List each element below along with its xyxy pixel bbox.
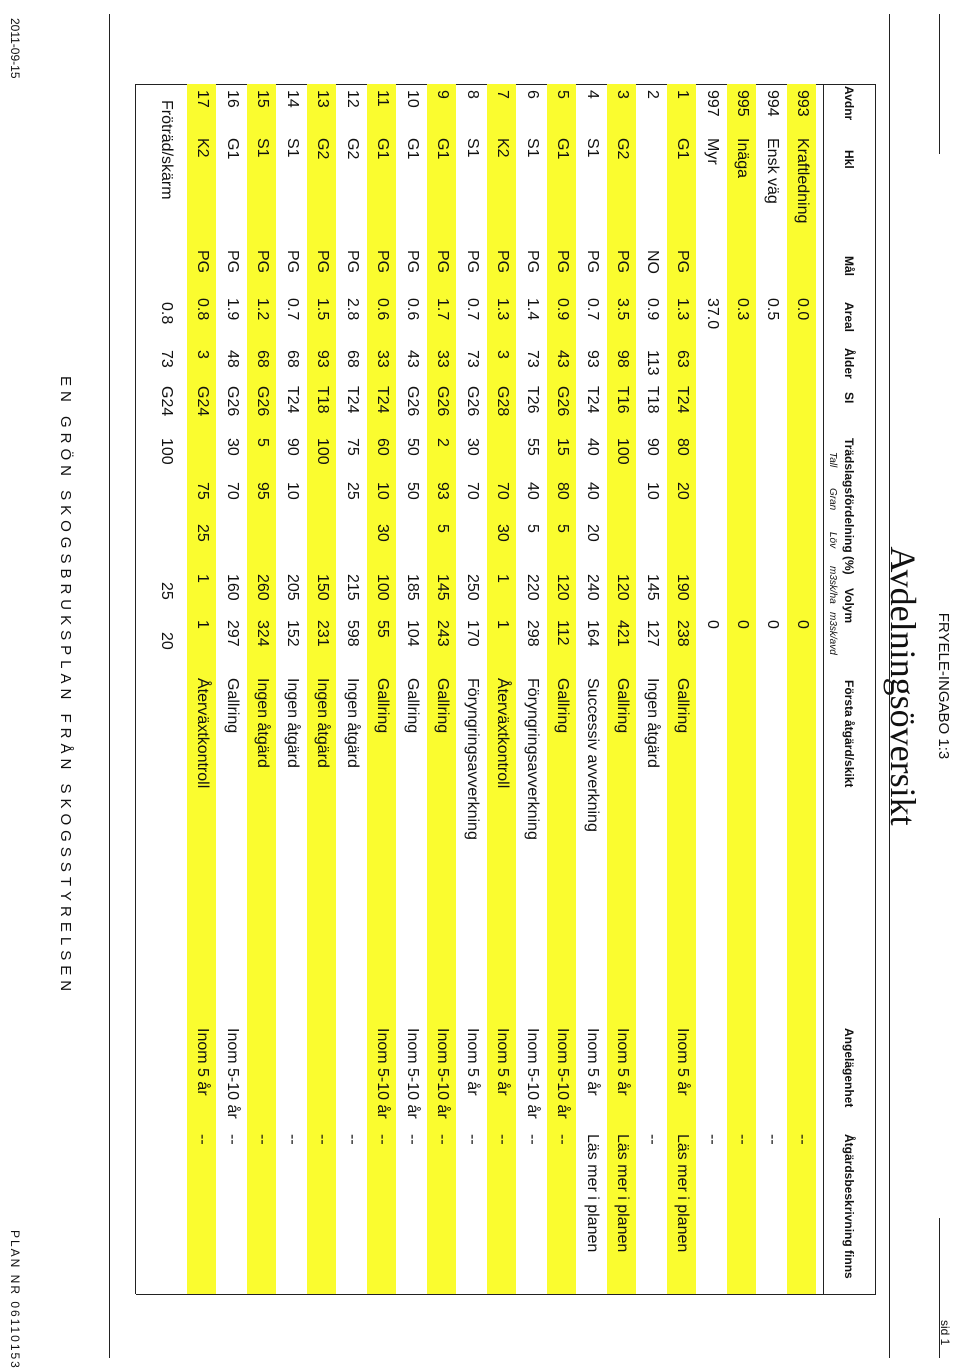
cell-areal: 0.9 bbox=[644, 298, 661, 321]
cell-tall: 30 bbox=[224, 438, 241, 456]
cell-lov: 30 bbox=[374, 524, 391, 542]
cell-mal: PG bbox=[554, 250, 571, 274]
cell-angelagenhet: Inom 5 år bbox=[194, 1028, 211, 1096]
col-atgard: Första åtgärd/skikt bbox=[842, 680, 856, 788]
cell-beskrivning: Läs mer i planen bbox=[614, 1134, 631, 1253]
cell-beskrivning: -- bbox=[224, 1134, 241, 1145]
cell-beskrivning: Läs mer i planen bbox=[674, 1134, 691, 1253]
cell-lov: 5 bbox=[554, 524, 571, 533]
cell-areal: 0.3 bbox=[734, 298, 751, 321]
cell-si: G28 bbox=[494, 386, 511, 417]
cell-areal: 1.5 bbox=[314, 298, 331, 321]
frotrad-label: Fröträd/skärm bbox=[158, 100, 175, 200]
cell-lov: 20 bbox=[584, 524, 601, 542]
cell-gran: 20 bbox=[674, 482, 691, 500]
cell-areal: 0.6 bbox=[374, 298, 391, 321]
cell-si: T18 bbox=[314, 386, 331, 414]
cell-beskrivning: -- bbox=[254, 1134, 271, 1145]
cell-avdnr: 994 bbox=[764, 90, 781, 117]
cell-avdnr: 10 bbox=[404, 90, 421, 108]
cell-mal: PG bbox=[254, 250, 271, 274]
frotrad-tall: 100 bbox=[158, 438, 175, 465]
cell-m3skavd: 127 bbox=[644, 620, 661, 647]
cell-hkl: S1 bbox=[254, 138, 271, 158]
cell-alder: 68 bbox=[344, 350, 361, 368]
cell-areal: 1.3 bbox=[494, 298, 511, 321]
table-row bbox=[337, 84, 366, 1294]
cell-hkl: G1 bbox=[374, 138, 391, 160]
col-tradslag: Trädslagsfördelning (%) bbox=[842, 438, 856, 575]
cell-m3skha: 1 bbox=[194, 574, 211, 583]
table-row bbox=[607, 84, 636, 1294]
footer-date: 2011-09-15 bbox=[8, 18, 22, 79]
cell-atgard: Återväxtkontroll bbox=[194, 678, 211, 789]
cell-si: T18 bbox=[644, 386, 661, 414]
cell-m3skha: 215 bbox=[344, 574, 361, 601]
cell-areal: 0.8 bbox=[194, 298, 211, 321]
cell-beskrivning: -- bbox=[464, 1134, 481, 1145]
table-row bbox=[517, 84, 546, 1294]
cell-alder: 73 bbox=[464, 350, 481, 368]
cell-areal: 0.7 bbox=[584, 298, 601, 321]
col-tall: Tall bbox=[827, 452, 838, 468]
cell-mal: PG bbox=[464, 250, 481, 274]
cell-areal: 0.9 bbox=[554, 298, 571, 321]
cell-atgard: Gallring bbox=[224, 678, 241, 734]
cell-m3skha: 1 bbox=[494, 574, 511, 583]
cell-beskrivning: -- bbox=[374, 1134, 391, 1145]
cell-si: T24 bbox=[674, 386, 691, 414]
cell-mal: NO bbox=[644, 250, 661, 274]
cell-si: T26 bbox=[524, 386, 541, 414]
cell-areal: 1.4 bbox=[524, 298, 541, 321]
cell-beskrivning: -- bbox=[734, 1134, 751, 1145]
cell-m3skha: 145 bbox=[434, 574, 451, 601]
cell-m3skavd: 152 bbox=[284, 620, 301, 647]
cell-angelagenhet: Inom 5 år bbox=[584, 1028, 601, 1096]
cell-m3skavd: 598 bbox=[344, 620, 361, 647]
cell-alder: 68 bbox=[254, 350, 271, 368]
cell-m3skha: 205 bbox=[284, 574, 301, 601]
cell-mal: PG bbox=[224, 250, 241, 274]
cell-m3skavd: 0 bbox=[704, 620, 721, 629]
cell-m3skha: 185 bbox=[404, 574, 421, 601]
cell-alder: 48 bbox=[224, 350, 241, 368]
cell-lov: 30 bbox=[494, 524, 511, 542]
cell-m3skavd: 104 bbox=[404, 620, 421, 647]
cell-atgard: Ingen åtgärd bbox=[284, 678, 301, 768]
cell-alder: 43 bbox=[404, 350, 421, 368]
cell-beskrivning: -- bbox=[314, 1134, 331, 1145]
cell-alder: 93 bbox=[584, 350, 601, 368]
cell-beskrivning: -- bbox=[764, 1134, 781, 1145]
cell-beskrivning: -- bbox=[704, 1134, 721, 1145]
col-areal: Areal bbox=[842, 302, 856, 333]
title-rule-left bbox=[939, 14, 940, 154]
cell-tall: 100 bbox=[314, 438, 331, 465]
cell-m3skha: 260 bbox=[254, 574, 271, 601]
cell-m3skavd: 112 bbox=[554, 620, 571, 646]
cell-hkl: G1 bbox=[554, 138, 571, 160]
frotrad-m3skavd: 20 bbox=[158, 632, 175, 650]
cell-alder: 73 bbox=[524, 350, 541, 368]
cell-m3skavd: 0 bbox=[794, 620, 811, 629]
cell-beskrivning: -- bbox=[524, 1134, 541, 1145]
cell-m3skavd: 0 bbox=[734, 620, 751, 629]
cell-angelagenhet: Inom 5 år bbox=[464, 1028, 481, 1096]
cell-gran: 95 bbox=[254, 482, 271, 500]
cell-tall: 75 bbox=[344, 438, 361, 456]
cell-mal: PG bbox=[314, 250, 331, 274]
cell-alder: 33 bbox=[374, 350, 391, 368]
cell-atgard: Gallring bbox=[554, 678, 571, 734]
cell-m3skavd: 238 bbox=[674, 620, 691, 647]
cell-tall: 5 bbox=[254, 438, 271, 447]
cell-si: T24 bbox=[284, 386, 301, 414]
cell-areal: 2.8 bbox=[344, 298, 361, 321]
cell-gran: 80 bbox=[554, 482, 571, 500]
cell-m3skavd: 1 bbox=[194, 620, 211, 629]
cell-avdnr: 5 bbox=[554, 90, 571, 99]
cell-tall: 55 bbox=[524, 438, 541, 456]
cell-gran: 70 bbox=[464, 482, 481, 500]
cell-avdnr: 17 bbox=[194, 90, 211, 108]
col-beskrivning: Åtgärdsbeskrivning finns bbox=[842, 1134, 856, 1279]
title-rule-right bbox=[939, 1218, 940, 1358]
cell-areal: 0.0 bbox=[794, 298, 811, 321]
cell-angelagenhet: Inom 5-10 år bbox=[434, 1028, 451, 1119]
cell-m3skavd: 55 bbox=[374, 620, 391, 638]
cell-si: G26 bbox=[464, 386, 481, 417]
cell-m3skha: 250 bbox=[464, 574, 481, 601]
cell-m3skha: 145 bbox=[644, 574, 661, 601]
cell-avdnr: 7 bbox=[494, 90, 511, 99]
cell-si: G26 bbox=[554, 386, 571, 417]
cell-areal: 0.5 bbox=[764, 298, 781, 321]
page-number: sid 1 bbox=[938, 1320, 952, 1346]
table-row bbox=[727, 84, 756, 1294]
cell-alder: 93 bbox=[314, 350, 331, 368]
cell-gran: 25 bbox=[344, 482, 361, 500]
table-row bbox=[367, 84, 396, 1294]
cell-hkl: G2 bbox=[614, 138, 631, 160]
cell-avdnr: 14 bbox=[284, 90, 301, 108]
cell-angelagenhet: Inom 5 år bbox=[614, 1028, 631, 1096]
cell-m3skavd: 297 bbox=[224, 620, 241, 647]
cell-gran: 70 bbox=[224, 482, 241, 500]
col-avdnr: Avdnr bbox=[842, 86, 856, 121]
cell-m3skha: 150 bbox=[314, 574, 331, 601]
table-row bbox=[547, 84, 576, 1294]
cell-si: G26 bbox=[404, 386, 421, 417]
table-row bbox=[487, 84, 516, 1294]
cell-beskrivning: -- bbox=[404, 1134, 421, 1145]
cell-areal: 0.6 bbox=[404, 298, 421, 321]
cell-hkl: G2 bbox=[314, 138, 331, 160]
table-row bbox=[187, 84, 216, 1294]
table-row bbox=[307, 84, 336, 1294]
cell-areal: 1.9 bbox=[224, 298, 241, 321]
table-row bbox=[397, 84, 426, 1294]
cell-atgard: Gallring bbox=[404, 678, 421, 734]
cell-m3skavd: 298 bbox=[524, 620, 541, 647]
table-border-right bbox=[136, 1294, 876, 1295]
cell-tall: 100 bbox=[614, 438, 631, 465]
cell-beskrivning: Läs mer i planen bbox=[584, 1134, 601, 1253]
cell-tall: 50 bbox=[404, 438, 421, 456]
cell-si: T24 bbox=[584, 386, 601, 414]
cell-atgard: Ingen åtgärd bbox=[344, 678, 361, 768]
cell-alder: 68 bbox=[284, 350, 301, 368]
col-mal: Mål bbox=[842, 256, 856, 277]
cell-hkl: Ensk väg bbox=[764, 138, 781, 204]
cell-beskrivning: -- bbox=[494, 1134, 511, 1145]
cell-hkl: Inäga bbox=[734, 138, 751, 179]
cell-gran: 40 bbox=[584, 482, 601, 500]
cell-mal: PG bbox=[374, 250, 391, 274]
cell-avdnr: 15 bbox=[254, 90, 271, 108]
cell-mal: PG bbox=[584, 250, 601, 274]
cell-hkl: S1 bbox=[584, 138, 601, 158]
table-row bbox=[757, 84, 786, 1294]
table-row bbox=[577, 84, 606, 1294]
cell-avdnr: 993 bbox=[794, 90, 811, 117]
cell-areal: 0.7 bbox=[464, 298, 481, 321]
cell-m3skavd: 170 bbox=[464, 620, 481, 647]
frotrad-m3skha: 25 bbox=[158, 582, 175, 600]
cell-tall: 40 bbox=[584, 438, 601, 456]
cell-tall: 90 bbox=[284, 438, 301, 456]
cell-lov: 5 bbox=[434, 524, 451, 533]
table-row-frotrad bbox=[151, 84, 180, 1294]
cell-areal: 3.5 bbox=[614, 298, 631, 321]
cell-avdnr: 13 bbox=[314, 90, 331, 108]
cell-atgard: Gallring bbox=[434, 678, 451, 734]
cell-alder: 3 bbox=[494, 350, 511, 359]
frotrad-areal: 0.8 bbox=[158, 302, 175, 325]
cell-si: G24 bbox=[194, 386, 211, 417]
cell-m3skavd: 164 bbox=[584, 620, 601, 647]
cell-alder: 33 bbox=[434, 350, 451, 368]
frotrad-alder: 73 bbox=[158, 350, 175, 368]
cell-hkl: Myr bbox=[704, 138, 721, 165]
cell-si: G26 bbox=[434, 386, 451, 417]
cell-m3skha: 120 bbox=[554, 574, 571, 601]
table-row bbox=[637, 84, 666, 1294]
cell-mal: PG bbox=[494, 250, 511, 274]
cell-beskrivning: -- bbox=[434, 1134, 451, 1145]
cell-angelagenhet: Inom 5-10 år bbox=[224, 1028, 241, 1119]
cell-avdnr: 11 bbox=[374, 90, 391, 107]
col-gran: Gran bbox=[827, 488, 838, 511]
cell-hkl: G2 bbox=[344, 138, 361, 160]
cell-atgard: Successiv avverkning bbox=[584, 678, 601, 832]
frotrad-si: G24 bbox=[158, 386, 175, 417]
cell-m3skha: 240 bbox=[584, 574, 601, 601]
cell-m3skha: 190 bbox=[674, 574, 691, 601]
cell-si: G26 bbox=[254, 386, 271, 417]
footer-slogan: EN GRÖN SKOGSBRUKSPLAN FRÅN SKOGSSTYRELSEN bbox=[57, 375, 74, 997]
cell-mal: PG bbox=[524, 250, 541, 274]
cell-avdnr: 16 bbox=[224, 90, 241, 108]
cell-mal: PG bbox=[404, 250, 421, 274]
cell-beskrivning: -- bbox=[344, 1134, 361, 1145]
table-row bbox=[427, 84, 456, 1294]
cell-angelagenhet: Inom 5 år bbox=[674, 1028, 691, 1096]
cell-atgard: Återväxtkontroll bbox=[494, 678, 511, 789]
cell-beskrivning: -- bbox=[794, 1134, 811, 1145]
cell-tall: 60 bbox=[374, 438, 391, 456]
cell-mal: PG bbox=[284, 250, 301, 274]
cell-hkl: G1 bbox=[224, 138, 241, 160]
cell-tall: 15 bbox=[554, 438, 571, 456]
footer-rule bbox=[109, 14, 110, 1358]
cell-beskrivning: -- bbox=[644, 1134, 661, 1145]
cell-m3skha: 220 bbox=[524, 574, 541, 601]
col-hkl: Hkl bbox=[842, 150, 856, 169]
table-row bbox=[217, 84, 246, 1294]
cell-m3skha: 120 bbox=[614, 574, 631, 601]
col-m3skha: m3sk/ha bbox=[827, 566, 838, 604]
cell-avdnr: 8 bbox=[464, 90, 481, 99]
cell-atgard: Gallring bbox=[674, 678, 691, 734]
cell-m3skavd: 421 bbox=[614, 620, 631, 647]
cell-areal: 1.7 bbox=[434, 298, 451, 321]
cell-gran: 75 bbox=[194, 482, 211, 500]
cell-si: G26 bbox=[224, 386, 241, 417]
cell-avdnr: 997 bbox=[704, 90, 721, 117]
cell-lov: 5 bbox=[524, 524, 541, 533]
table-row bbox=[247, 84, 276, 1294]
header-rule-top bbox=[889, 14, 890, 1358]
cell-m3skavd: 0 bbox=[764, 620, 781, 629]
col-angelagenhet: Angelägenhet bbox=[842, 1028, 856, 1108]
cell-hkl: S1 bbox=[284, 138, 301, 158]
cell-hkl: K2 bbox=[494, 138, 511, 158]
cell-tall: 90 bbox=[644, 438, 661, 456]
cell-areal: 0.7 bbox=[284, 298, 301, 321]
cell-m3skha: 160 bbox=[224, 574, 241, 601]
cell-alder: 63 bbox=[674, 350, 691, 368]
col-lov: Löv bbox=[827, 532, 838, 549]
cell-mal: PG bbox=[194, 250, 211, 274]
cell-atgard: Ingen åtgärd bbox=[314, 678, 331, 768]
table-row bbox=[457, 84, 486, 1294]
cell-alder: 3 bbox=[194, 350, 211, 359]
cell-avdnr: 12 bbox=[344, 90, 361, 108]
cell-atgard: Ingen åtgärd bbox=[644, 678, 661, 768]
cell-m3skavd: 1 bbox=[494, 620, 511, 629]
cell-mal: PG bbox=[434, 250, 451, 274]
cell-angelagenhet: Inom 5-10 år bbox=[554, 1028, 571, 1119]
cell-mal: PG bbox=[344, 250, 361, 274]
col-alder: Ålder bbox=[842, 348, 856, 379]
cell-mal: PG bbox=[674, 250, 691, 274]
cell-m3skavd: 324 bbox=[254, 620, 271, 647]
table-row bbox=[787, 84, 816, 1294]
cell-gran: 40 bbox=[524, 482, 541, 500]
cell-atgard: Gallring bbox=[614, 678, 631, 734]
table-row bbox=[667, 84, 696, 1294]
cell-hkl: S1 bbox=[524, 138, 541, 158]
cell-beskrivning: -- bbox=[554, 1134, 571, 1145]
cell-hkl: S1 bbox=[464, 138, 481, 158]
cell-avdnr: 4 bbox=[584, 90, 601, 99]
col-si: SI bbox=[842, 392, 856, 404]
cell-beskrivning: -- bbox=[284, 1134, 301, 1145]
cell-gran: 10 bbox=[284, 482, 301, 500]
cell-mal: PG bbox=[614, 250, 631, 274]
col-volym: Volym bbox=[842, 588, 856, 624]
table-border-top bbox=[875, 84, 876, 1294]
footer-plan-number: PLAN NR 06110153 bbox=[8, 1230, 22, 1370]
cell-atgard: Föryngringsavverkning bbox=[524, 678, 541, 840]
cell-m3skha: 100 bbox=[374, 574, 391, 601]
table-border-bottom bbox=[135, 84, 136, 1294]
cell-angelagenhet: Inom 5-10 år bbox=[524, 1028, 541, 1119]
cell-avdnr: 3 bbox=[614, 90, 631, 99]
cell-areal: 1.2 bbox=[254, 298, 271, 321]
cell-gran: 50 bbox=[404, 482, 421, 500]
cell-angelagenhet: Inom 5-10 år bbox=[404, 1028, 421, 1119]
cell-alder: 43 bbox=[554, 350, 571, 368]
property-name: FRYELE-INGABO 1:3 bbox=[935, 612, 952, 760]
cell-avdnr: 1 bbox=[674, 90, 691, 99]
cell-areal: 1.3 bbox=[674, 298, 691, 321]
cell-gran: 10 bbox=[644, 482, 661, 500]
table-row bbox=[697, 84, 726, 1294]
col-m3skavd: m3sk/avd bbox=[827, 612, 838, 655]
cell-tall: 80 bbox=[674, 438, 691, 456]
cell-hkl: G1 bbox=[674, 138, 691, 160]
cell-si: T16 bbox=[614, 386, 631, 414]
cell-atgard: Föryngringsavverkning bbox=[464, 678, 481, 840]
cell-avdnr: 995 bbox=[734, 90, 751, 117]
cell-hkl: Kraftledning bbox=[794, 138, 811, 224]
cell-m3skavd: 231 bbox=[314, 620, 331, 647]
cell-areal: 37.0 bbox=[704, 298, 721, 330]
cell-hkl: G1 bbox=[404, 138, 421, 160]
cell-tall: 30 bbox=[464, 438, 481, 456]
table-row bbox=[277, 84, 306, 1294]
cell-si: T24 bbox=[344, 386, 361, 414]
page-title: Avdelningsöversikt bbox=[883, 546, 923, 826]
cell-avdnr: 9 bbox=[434, 90, 451, 99]
cell-atgard: Gallring bbox=[374, 678, 391, 734]
cell-m3skavd: 243 bbox=[434, 620, 451, 647]
cell-atgard: Ingen åtgärd bbox=[254, 678, 271, 768]
cell-gran: 10 bbox=[374, 482, 391, 500]
cell-lov: 25 bbox=[194, 524, 211, 542]
cell-angelagenhet: Inom 5-10 år bbox=[374, 1028, 391, 1119]
cell-alder: 98 bbox=[614, 350, 631, 368]
cell-avdnr: 2 bbox=[644, 90, 661, 99]
cell-gran: 70 bbox=[494, 482, 511, 500]
cell-hkl: K2 bbox=[194, 138, 211, 158]
cell-beskrivning: -- bbox=[194, 1134, 211, 1145]
cell-gran: 93 bbox=[434, 482, 451, 500]
header-rule-bottom bbox=[823, 84, 824, 1294]
cell-alder: 113 bbox=[644, 350, 661, 376]
cell-si: T24 bbox=[374, 386, 391, 414]
cell-tall: 2 bbox=[434, 438, 451, 447]
cell-avdnr: 6 bbox=[524, 90, 541, 99]
cell-angelagenhet: Inom 5 år bbox=[494, 1028, 511, 1096]
cell-hkl: G1 bbox=[434, 138, 451, 160]
